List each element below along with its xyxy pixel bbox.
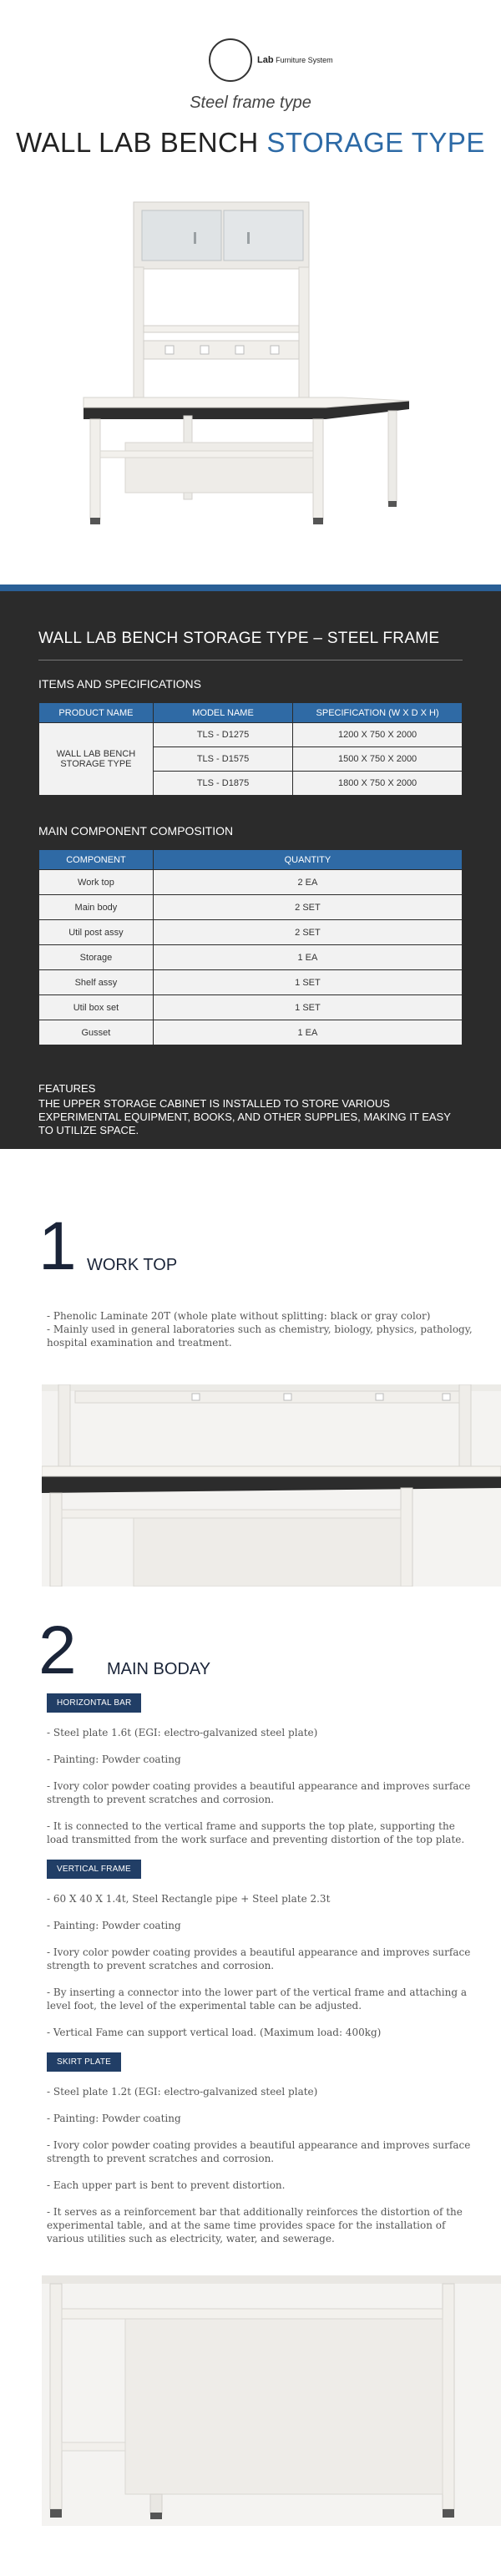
section-heading bbox=[0, 1612, 501, 1700]
bullet-text: - Steel plate 1.6t (EGI: electro-galvanized steel plate) bbox=[47, 1727, 318, 1738]
component-cell: Main body bbox=[39, 895, 154, 920]
table-row bbox=[39, 895, 463, 920]
hero-title: WALL LAB BENCH STORAGE TYPE bbox=[16, 127, 485, 158]
header-quantity: QUANTITY bbox=[153, 850, 462, 870]
bullet-text: - Ivory color powder coating provides a beautiful appearance and improves surface strength to prevent scratches and corrosion. bbox=[47, 1946, 471, 1971]
table-row bbox=[39, 995, 463, 1020]
bench-product-photo bbox=[75, 200, 426, 551]
component-cell: Storage bbox=[39, 945, 154, 970]
bullet-text: - Painting: Powder coating bbox=[47, 1920, 181, 1931]
bullet-text: - 60 X 40 X 1.4t, Steel Rectangle pipe + Steel plate 2.3t bbox=[47, 1893, 331, 1905]
component-cell: Util post assy bbox=[39, 920, 154, 945]
bullet-text: - Mainly used in general laboratories such as chemistry, biology, physics, pathology, hospital examination and treatment. bbox=[47, 1323, 473, 1349]
quantity-cell: 1 SET bbox=[153, 995, 462, 1020]
component-cell: Shelf assy bbox=[39, 970, 154, 995]
features-block bbox=[38, 1082, 463, 1137]
features-text: THE UPPER STORAGE CABINET IS INSTALLED TO STORE VARIOUS EXPERIMENTAL EQUIPMENT, BOOKS, AND OTHER SUPPLIES, MAKING IT EASY TO UTILIZE SPACE. bbox=[38, 1097, 451, 1136]
quantity-cell: 1 EA bbox=[153, 945, 462, 970]
bullet-text: - Phenolic Laminate 20T (whole plate without splitting: black or gray color) bbox=[47, 1310, 431, 1322]
horizontal-bar-group bbox=[0, 1693, 501, 1846]
component-heading: MAIN COMPONENT COMPOSITION bbox=[38, 824, 234, 838]
hero-subtitle: Steel frame type bbox=[190, 94, 311, 112]
section-number: 1 bbox=[38, 1208, 75, 1284]
bullet-text: - Painting: Powder coating bbox=[47, 2113, 181, 2124]
section-heading bbox=[0, 1208, 501, 1296]
spec-cell: 1200 X 750 X 2000 bbox=[293, 723, 463, 747]
table-row bbox=[39, 870, 463, 895]
model-cell: TLS - D1575 bbox=[153, 747, 292, 772]
bullet-text: - It is connected to the vertical frame and supports the top plate, supporting the load transmitted from the work surface and preventing distortion of the top plate. bbox=[47, 1820, 465, 1845]
component-table bbox=[38, 849, 463, 1045]
section-divider bbox=[0, 585, 501, 591]
bullet-text: - Vertical Fame can support vertical load. (Maximum load: 400kg) bbox=[47, 2027, 382, 2038]
work-top-photo bbox=[42, 1384, 501, 1587]
quantity-cell: 2 EA bbox=[153, 870, 462, 895]
table-row bbox=[39, 723, 463, 747]
work-top-section bbox=[0, 1149, 501, 1583]
bullet-text: - Steel plate 1.2t (EGI: electro-galvanized steel plate) bbox=[47, 2086, 318, 2098]
header-model-name: MODEL NAME bbox=[153, 703, 292, 723]
spec-section bbox=[0, 591, 501, 1149]
header-product-name: PRODUCT NAME bbox=[39, 703, 154, 723]
items-table bbox=[38, 702, 463, 796]
section-label: WORK TOP bbox=[87, 1256, 178, 1274]
spec-cell: 1800 X 750 X 2000 bbox=[293, 772, 463, 796]
horizontal-bar-tag: HORIZONTAL BAR bbox=[47, 1693, 141, 1713]
skirt-plate-tag: SKIRT PLATE bbox=[47, 2052, 121, 2072]
bullet-text: - Ivory color powder coating provides a beautiful appearance and improves surface strength to prevent scratches and corrosion. bbox=[47, 2139, 471, 2164]
model-cell: TLS - D1275 bbox=[153, 723, 292, 747]
component-cell: Util box set bbox=[39, 995, 154, 1020]
table-row bbox=[39, 1020, 463, 1045]
logo-text: Lab Furniture System bbox=[257, 55, 333, 65]
skirt-plate-group bbox=[0, 2052, 501, 2245]
quantity-cell: 1 EA bbox=[153, 1020, 462, 1045]
features-heading: FEATURES bbox=[38, 1082, 96, 1095]
spec-cell: 1500 X 750 X 2000 bbox=[293, 747, 463, 772]
header-specification: SPECIFICATION (W X D X H) bbox=[293, 703, 463, 723]
component-cell: Work top bbox=[39, 870, 154, 895]
bullet-text: - By inserting a connector into the lower part of the vertical frame and attaching a level foot, the level of the experimental table can be adjusted. bbox=[47, 1986, 467, 2012]
main-body-photo bbox=[42, 2275, 501, 2526]
section-number: 2 bbox=[38, 1612, 75, 1688]
hero-section bbox=[0, 0, 501, 585]
header-component: COMPONENT bbox=[39, 850, 154, 870]
main-body-section bbox=[0, 1583, 501, 2530]
component-cell: Gusset bbox=[39, 1020, 154, 1045]
vertical-frame-group bbox=[0, 1860, 501, 2039]
table-row bbox=[39, 920, 463, 945]
horizontal-bar-bullets bbox=[0, 1726, 501, 1846]
model-cell: TLS - D1875 bbox=[153, 772, 292, 796]
vertical-frame-tag: VERTICAL FRAME bbox=[47, 1860, 141, 1879]
bullet-text: - Ivory color powder coating provides a beautiful appearance and improves surface strength to prevent scratches and corrosion. bbox=[47, 1780, 471, 1805]
work-top-bullets bbox=[0, 1309, 501, 1349]
vertical-frame-bullets bbox=[0, 1892, 501, 2039]
bullet-text: - Each upper part is bent to prevent distortion. bbox=[47, 2179, 286, 2191]
bullet-text: - Painting: Powder coating bbox=[47, 1754, 181, 1765]
spec-title: WALL LAB BENCH STORAGE TYPE – STEEL FRAME bbox=[38, 630, 463, 660]
product-name-cell: WALL LAB BENCH STORAGE TYPE bbox=[39, 723, 154, 796]
table-row bbox=[39, 970, 463, 995]
bullet-text: - It serves as a reinforcement bar that additionally reinforces the distortion of the experimental table, and at the same time provides space for the installation of various utilities such as electricity, water, and sewerage. bbox=[47, 2206, 463, 2245]
skirt-plate-bullets bbox=[0, 2085, 501, 2245]
items-heading: ITEMS AND SPECIFICATIONS bbox=[38, 677, 201, 691]
table-row bbox=[39, 945, 463, 970]
quantity-cell: 2 SET bbox=[153, 895, 462, 920]
section-label: MAIN BODAY bbox=[107, 1660, 211, 1678]
logo-emblem bbox=[209, 38, 252, 82]
brand-logo bbox=[207, 37, 333, 84]
quantity-cell: 1 SET bbox=[153, 970, 462, 995]
quantity-cell: 2 SET bbox=[153, 920, 462, 945]
